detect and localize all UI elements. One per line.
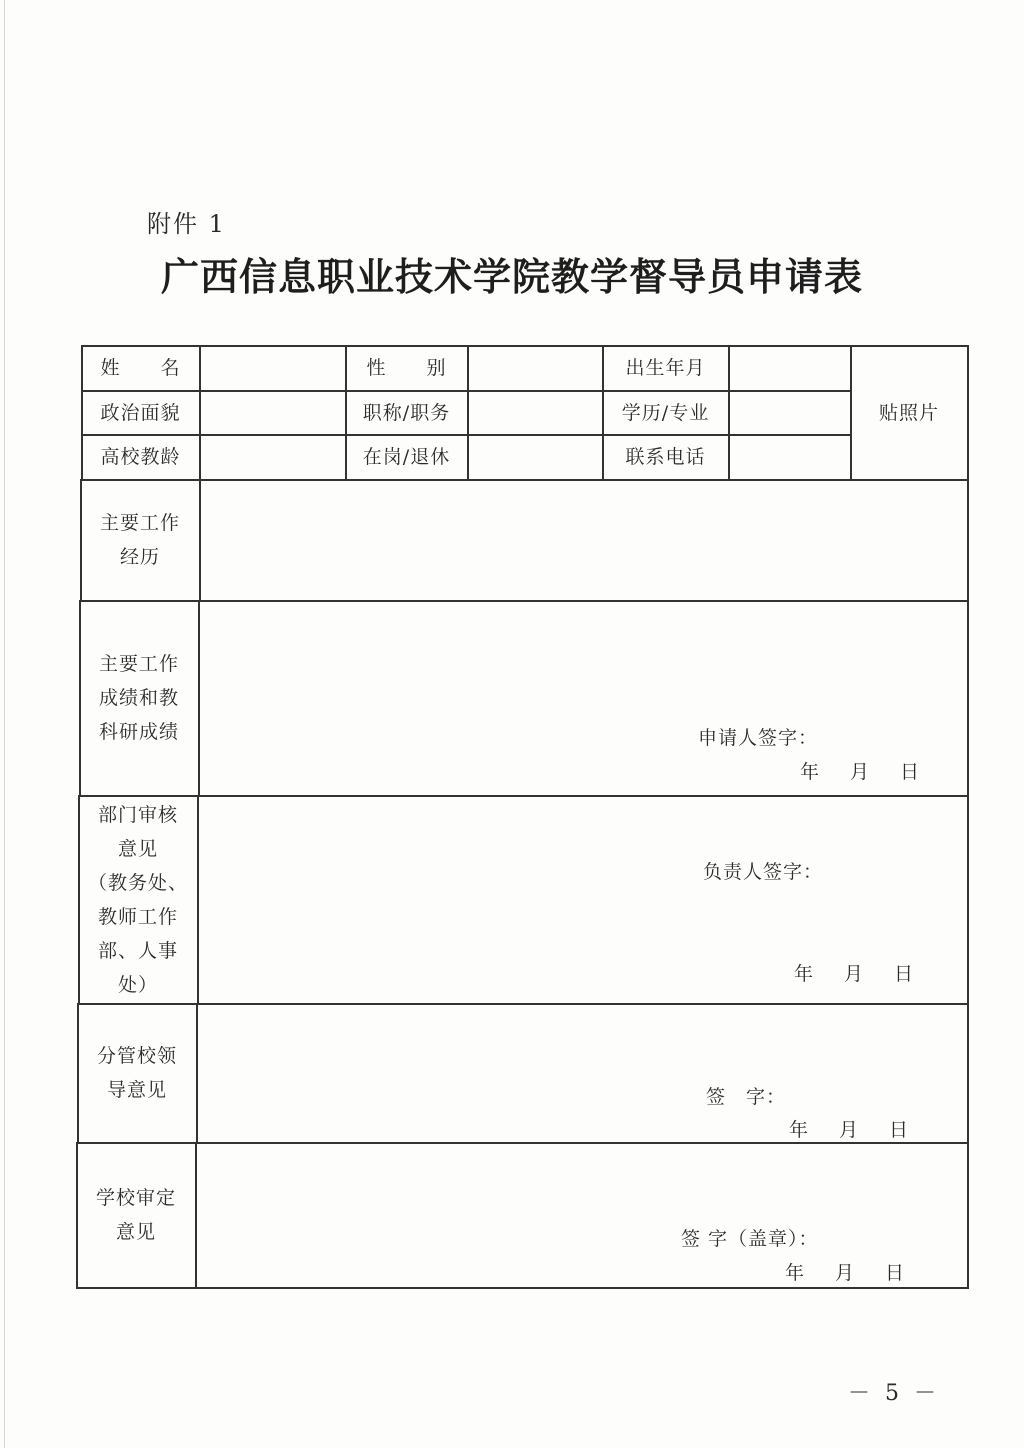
teaching-years-field[interactable] [200, 435, 345, 479]
leader-signature-label: 签 字： [706, 1086, 787, 1108]
photo-placeholder[interactable]: 贴照片 [878, 401, 939, 424]
employment-status-label: 在岗/退休 [362, 446, 451, 468]
teaching-years-label: 高校教龄 [100, 446, 181, 468]
birth-date-field[interactable] [729, 346, 850, 390]
phone-field[interactable] [729, 435, 850, 479]
name-field[interactable] [200, 346, 345, 390]
school-approval-label: 学校审定 意见 [95, 1187, 176, 1243]
work-experience-label: 主要工作 经历 [99, 512, 180, 568]
applicant-date-label: 年 月 日 [800, 761, 926, 783]
scan-edge-line [4, 0, 5, 1448]
achievements-label: 主要工作 成绩和教 科研成绩 [98, 653, 179, 743]
school-signature-label: 签 字（盖章）： [681, 1228, 819, 1250]
department-review-label: 部门审核 意见 （教务处、 教师工作 部、人事 处） [87, 803, 188, 996]
leader-date-label: 年 月 日 [789, 1119, 915, 1141]
gender-field[interactable] [468, 346, 602, 390]
job-title-label: 职称/职务 [362, 401, 451, 424]
birth-date-label: 出生年月 [625, 357, 706, 379]
applicant-signature-label: 申请人签字： [698, 727, 819, 749]
work-experience-field[interactable] [200, 480, 967, 600]
education-label: 学历/专业 [621, 401, 710, 424]
name-label: 姓 名 [100, 357, 181, 379]
phone-label: 联系电话 [625, 446, 706, 468]
gender-label: 性 别 [366, 357, 447, 379]
job-title-field[interactable] [468, 391, 602, 434]
leader-opinion-label: 分管校领 导意见 [96, 1045, 177, 1101]
form-title: 广西信息职业技术学院教学督导员申请表 [160, 254, 863, 299]
political-status-field[interactable] [200, 391, 345, 434]
attachment-label: 附件 1 [147, 210, 226, 238]
page-number: － 5 － [848, 1381, 940, 1406]
department-signature-label: 负责人签字： [703, 861, 824, 883]
political-status-label: 政治面貌 [100, 401, 181, 424]
school-date-label: 年 月 日 [785, 1262, 911, 1284]
department-date-label: 年 月 日 [794, 963, 920, 985]
employment-status-field[interactable] [468, 435, 602, 479]
education-field[interactable] [729, 391, 850, 434]
